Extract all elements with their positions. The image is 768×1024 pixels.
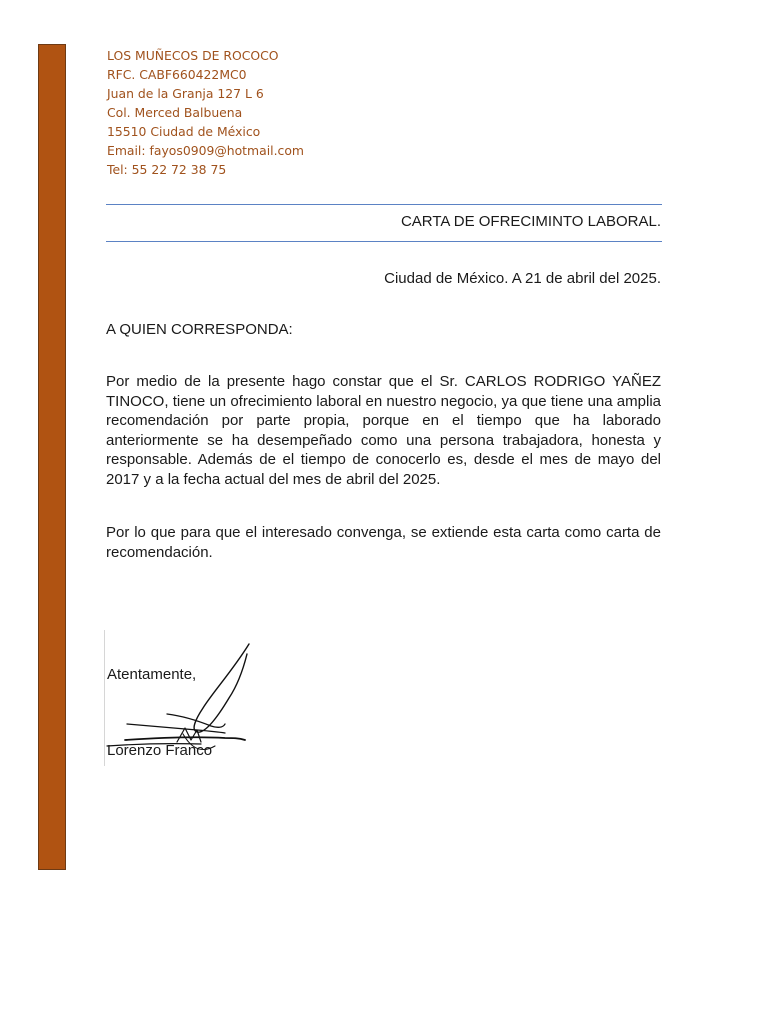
title-rule-top [106,204,662,205]
company-street: Juan de la Granja 127 L 6 [107,86,264,101]
letter-closing: Atentamente, [107,666,197,683]
company-phone: Tel: 55 22 72 38 75 [107,162,227,177]
letter-body-paragraph-2: Por lo que para que el interesado convenga, se extiende esta carta como carta de recomendación. [106,524,661,561]
company-email: Email: fayos0909@hotmail.com [107,143,304,158]
company-rfc: RFC. CABF660422MC0 [107,67,247,82]
signer-name: Lorenzo Franco [107,742,213,759]
letter-body-paragraph-1: Por medio de la presente hago constar que el Sr. CARLOS RODRIGO YAÑEZ TINOCO, tiene un ofrecimiento laboral en nuestro negocio, ya que tiene una amplia recomendación por parte propia, porque en el tiempo que ha laborado anteriormente se ha desempeñado como una persona trabajadora, honesta y responsable. Además de el tiempo de conocerlo es, desde el mes de mayo del 2017 y a la fecha actual del mes de abril del 2025. [106,373,661,488]
company-colony: Col. Merced Balbuena [107,105,243,120]
company-name: LOS MUÑECOS DE ROCOCO [107,48,279,63]
decorative-side-bar [38,44,66,870]
letter-date: Ciudad de México. A 21 de abril del 2025. [384,270,661,287]
title-rule-bottom [106,241,662,242]
company-header [107,46,304,179]
letter-salutation: A QUIEN CORRESPONDA: [106,321,293,338]
signature-block [104,630,265,766]
letter-title: CARTA DE OFRECIMINTO LABORAL. [400,213,661,230]
company-city: 15510 Ciudad de México [107,124,261,139]
